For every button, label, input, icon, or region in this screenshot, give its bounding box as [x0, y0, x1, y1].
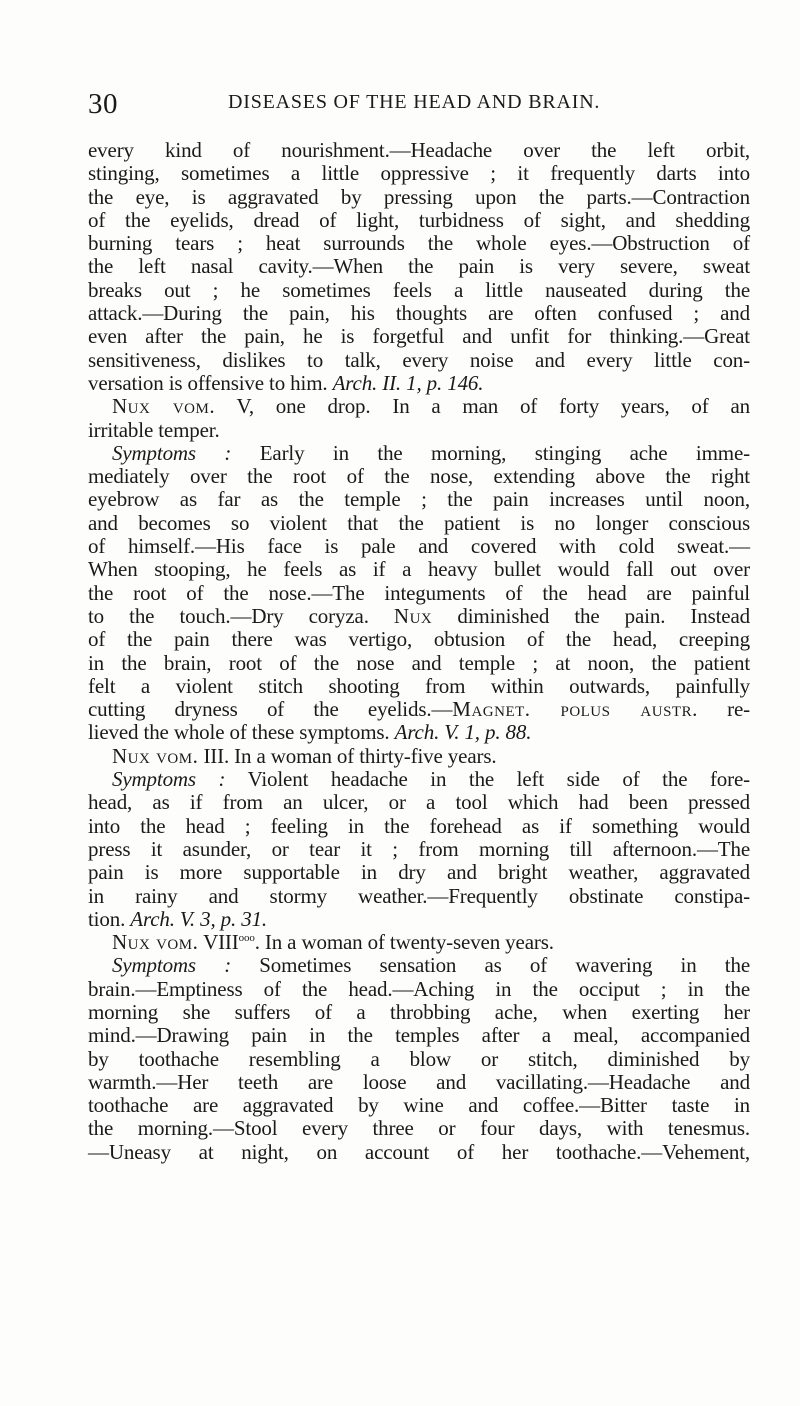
text-line: the root of the nose.—The integuments of the head are painful	[88, 580, 750, 605]
text-line	[88, 442, 750, 465]
text-line: brain.—Emptiness of the head.—Aching in the occiput ; in the	[88, 976, 750, 1001]
text-line: into the head ; feeling in the forehead as if something would	[88, 813, 750, 838]
text-line: irritable temper.	[88, 417, 220, 442]
text-line: of himself.—His face is pale and covered with cold sweat.—	[88, 534, 750, 559]
text-line	[88, 698, 750, 721]
text-segment: V, one drop. In a man of forty years, of an	[236, 394, 750, 419]
text-line: stinging, sometimes a little oppressive ; it frequently darts into	[88, 161, 750, 186]
text-line: mediately over the root of the nose, extending above the right	[88, 464, 750, 489]
page-header	[88, 88, 738, 124]
text-line: by toothache resembling a blow or stitch, diminished by	[88, 1046, 750, 1071]
text-line: pain is more supportable in dry and bright weather, aggravated	[88, 860, 750, 885]
text-line: toothache are aggravated by wine and coffee.—Bitter taste in	[88, 1093, 750, 1118]
text-segment: lieved the whole of these symptoms.	[88, 720, 390, 745]
text-line: When stooping, he feels as if a heavy bullet would fall out over	[88, 557, 750, 582]
text-line: even after the pain, he is forgetful and unfit for thinking.—Great	[88, 324, 750, 349]
text-line: eyebrow as far as the temple ; the pain increases until noon,	[88, 487, 750, 512]
remedy-name: Magnet. polus austr.	[452, 697, 698, 722]
text-line	[88, 721, 750, 744]
text-segment: III. In a woman of thirty-five years.	[203, 743, 497, 768]
text-segment: to the touch.—Dry coryza.	[88, 603, 369, 628]
text-segment: Early in the morning, stinging ache imme-	[259, 440, 751, 465]
text-line: morning she suffers of a throbbing ache, when exerting her	[88, 999, 750, 1024]
citation: Arch. II. 1, p. 146.	[332, 370, 484, 395]
text-segment: . In a woman of twenty-seven years.	[254, 930, 554, 955]
remedy-name: Nux vom.	[112, 930, 199, 955]
text-line: warmth.—Her teeth are loose and vacillating.—Headache and	[88, 1069, 750, 1094]
text-segment: versation is offensive to him.	[88, 370, 328, 395]
text-line: sensitiveness, dislikes to talk, every noise and every little con-	[88, 347, 750, 372]
page-number: 30	[88, 88, 118, 120]
text-line: the morning.—Stool every three or four days, with tenesmus.	[88, 1116, 750, 1141]
potency: VIII	[203, 930, 239, 955]
symptoms-heading: Symptoms :	[112, 767, 226, 792]
text-line: the eye, is aggravated by pressing upon the parts.—Contraction	[88, 184, 750, 209]
symptoms-heading: Symptoms :	[112, 953, 232, 978]
text-line: and becomes so violent that the patient is no longer conscious	[88, 510, 750, 535]
text-segment: diminished the pain. Instead	[457, 603, 751, 628]
text-line: press it asunder, or tear it ; from morning till afternoon.—The	[88, 836, 750, 861]
text-line	[88, 745, 750, 768]
remedy-name: Nux	[393, 603, 433, 628]
text-line: every kind of nourishment.—Headache over the left orbit,	[88, 138, 750, 162]
text-segment: Sometimes sensation as of wavering in the	[259, 953, 750, 978]
symptoms-heading: Symptoms :	[112, 440, 232, 465]
text-line: felt a violent stitch shooting from within outwards, painfully	[88, 673, 750, 698]
remedy-name: Nux vom.	[112, 743, 199, 768]
text-line	[88, 605, 750, 628]
body-text	[88, 139, 750, 1164]
text-line: —Uneasy at night, on account of her toothache.—Vehement,	[88, 1139, 750, 1164]
remedy-name: Nux vom.	[112, 394, 216, 419]
text-line: head, as if from an ulcer, or a tool which had been pressed	[88, 790, 750, 815]
citation: Arch. V. 3, p. 31.	[130, 906, 267, 931]
text-line	[88, 768, 750, 791]
text-segment: Violent headache in the left side of the fore-	[247, 767, 750, 792]
text-line: of the pain there was vertigo, obtusion of the head, creeping	[88, 627, 750, 652]
text-line	[88, 931, 750, 954]
text-line: attack.—During the pain, his thoughts are often confused ; and	[88, 301, 750, 326]
text-line: burning tears ; heat surrounds the whole eyes.—Obstruction of	[88, 231, 750, 256]
text-segment: re-	[727, 697, 750, 722]
text-line: of the eyelids, dread of light, turbidness of sight, and shedding	[88, 207, 750, 232]
text-line: in the brain, root of the nose and temple ; at noon, the patient	[88, 650, 750, 675]
text-line	[88, 954, 750, 977]
text-line	[88, 372, 750, 395]
text-line: the left nasal cavity.—When the pain is very severe, sweat	[88, 254, 750, 279]
text-line: breaks out ; he sometimes feels a little nauseated during the	[88, 277, 750, 302]
citation: Arch. V. 1, p. 88.	[394, 720, 532, 745]
text-segment: tion.	[88, 906, 126, 931]
text-line: mind.—Drawing pain in the temples after a meal, accompanied	[88, 1023, 750, 1048]
text-line	[88, 395, 750, 418]
text-segment: cutting dryness of the eyelids.—	[88, 697, 453, 722]
text-line: in rainy and stormy weather.—Frequently obstinate constipa-	[88, 883, 750, 908]
potency-superscript: ooo	[238, 932, 255, 945]
text-line	[88, 908, 750, 931]
running-head: DISEASES OF THE HEAD AND BRAIN.	[228, 91, 601, 113]
